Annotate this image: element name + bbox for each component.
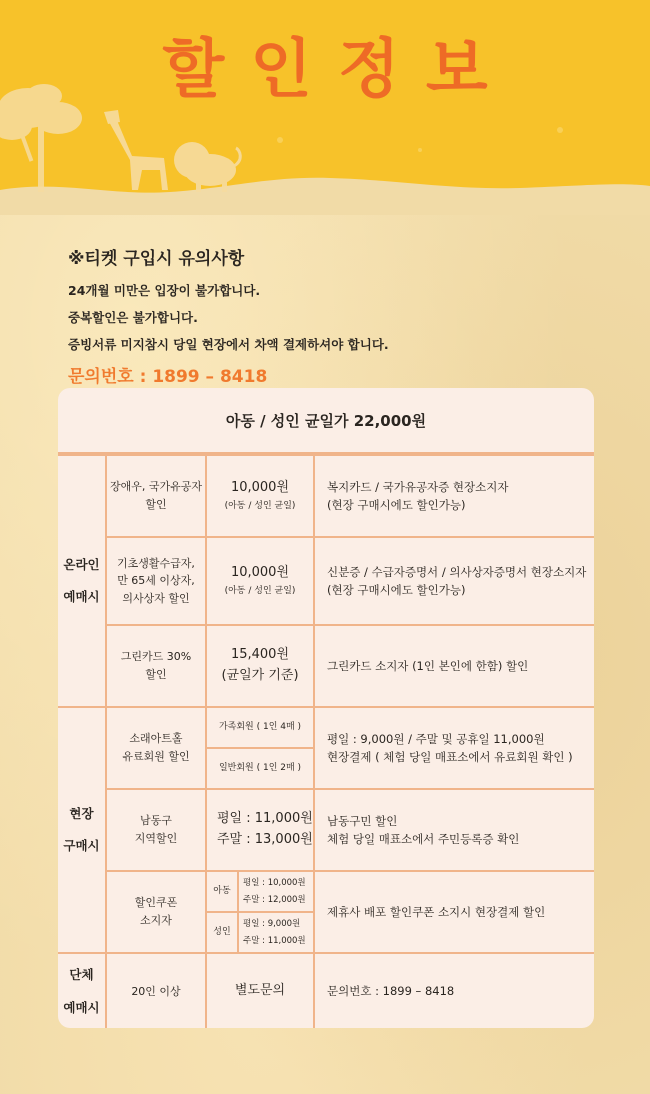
- table-row: [58, 871, 594, 912]
- type-label: 그린카드 30%: [120, 650, 192, 664]
- condition-text: 신분증 / 수급자증명서 / 의사상자증명서 현장소지자: [327, 564, 587, 579]
- type-label: 장애우, 국가유공자: [109, 480, 202, 494]
- discount-condition: 문의번호 : 1899 – 8418: [314, 953, 594, 1028]
- ticket-notice: [68, 244, 608, 387]
- category-label: 구매시: [63, 838, 100, 853]
- price-value: 10,000원: [230, 565, 290, 581]
- price-note: (균일가 기준): [221, 668, 299, 683]
- condition-text: 체험 당일 매표소에서 주민등록증 확인: [327, 832, 520, 846]
- price-value: 주말 : 11,000원: [243, 935, 306, 946]
- discount-condition: [314, 455, 594, 537]
- discount-condition: 제휴사 배포 할인쿠폰 소지시 현장결제 할인: [314, 871, 594, 953]
- age-label-child: 아동: [206, 871, 238, 912]
- discount-table-card: [58, 388, 594, 1028]
- inquiry-phone: 문의번호 : 1899 – 8418: [68, 367, 268, 387]
- type-label: 소지자: [140, 914, 172, 927]
- table-row: [58, 537, 594, 625]
- discount-type: 20인 이상: [106, 953, 206, 1028]
- category-label: 예매시: [63, 999, 100, 1015]
- condition-text: 현장결제 ( 체험 당일 매표소에서 유료회원 확인 ): [327, 750, 573, 764]
- discount-type: [106, 871, 206, 953]
- price-value: 15,400원: [230, 647, 290, 663]
- table-row: [58, 789, 594, 871]
- category-online: [58, 455, 106, 707]
- discount-price: [206, 537, 314, 625]
- member-type-family: 가족회원 ( 1인 4매 ): [206, 707, 314, 748]
- discount-price: [206, 455, 314, 537]
- table-row: [58, 455, 594, 537]
- category-label: 예매시: [63, 589, 100, 604]
- category-label: 온라인: [63, 556, 100, 572]
- page-title: 할인정보: [162, 33, 514, 107]
- discount-type: [106, 625, 206, 707]
- condition-text: 그린카드 소지자 (1인 본인에 한함) 할인: [327, 658, 529, 673]
- price-value: 주말 : 13,000원: [217, 832, 313, 847]
- price-value: 주말 : 12,000원: [243, 894, 306, 905]
- condition-text: (현장 구매시에도 할인가능): [327, 498, 466, 512]
- type-label: 의사상자 할인: [122, 591, 190, 605]
- header-banner: [0, 0, 650, 215]
- table-row: [58, 625, 594, 707]
- discount-condition: [314, 625, 594, 707]
- category-label: 현장: [69, 805, 94, 821]
- discount-price: [206, 789, 314, 871]
- discount-type: [106, 537, 206, 625]
- coupon-price-adult: [238, 912, 314, 953]
- coupon-price-child: [238, 871, 314, 912]
- notice-line: 중복할인은 불가합니다.: [68, 310, 198, 325]
- table-row: [58, 707, 594, 748]
- discount-price: [206, 625, 314, 707]
- type-label: 기초생활수급자,: [117, 556, 195, 570]
- type-label: 할인쿠폰: [134, 896, 178, 910]
- notice-heading: ※티켓 구입시 유의사항: [68, 249, 245, 269]
- discount-type: [106, 707, 206, 789]
- age-label-adult: 성인: [206, 912, 238, 953]
- category-group: [58, 953, 106, 1028]
- category-onsite: [58, 707, 106, 953]
- price-value: 평일 : 10,000원: [243, 878, 306, 889]
- type-label: 유료회원 할인: [122, 750, 190, 763]
- type-label: 할인: [145, 668, 167, 681]
- type-label: 소래아트홀: [129, 732, 183, 746]
- discount-table: [58, 454, 594, 1028]
- member-type-general: 일반회원 ( 1인 2매 ): [206, 748, 314, 789]
- condition-text: 평일 : 9,000원 / 주말 및 공휴일 11,000원: [327, 731, 545, 746]
- condition-text: (현장 구매시에도 할인가능): [327, 583, 466, 597]
- discount-condition: [314, 789, 594, 871]
- discount-price: 별도문의: [206, 953, 314, 1028]
- notice-line: 24개월 미만은 입장이 불가합니다.: [68, 283, 261, 298]
- discount-type: [106, 455, 206, 537]
- discount-type: [106, 789, 206, 871]
- condition-text: 남동구민 할인: [327, 813, 398, 828]
- category-label: 단체: [69, 967, 94, 982]
- discount-condition: [314, 537, 594, 625]
- type-label: 지역할인: [134, 832, 178, 845]
- base-price-header: 아동 / 성인 균일가 22,000원: [58, 388, 594, 454]
- condition-text: 복지카드 / 국가유공자증 현장소지자: [327, 479, 509, 494]
- price-note: (아동 / 성인 균일): [224, 501, 296, 512]
- table-row: [58, 953, 594, 1028]
- price-value: 평일 : 9,000원: [243, 919, 301, 930]
- notice-line: 증빙서류 미지참시 당일 현장에서 차액 결제하셔야 합니다.: [68, 337, 389, 352]
- price-value: 평일 : 11,000원: [217, 811, 313, 827]
- type-label: 할인: [145, 498, 167, 511]
- type-label: 남동구: [140, 814, 172, 828]
- discount-condition: [314, 707, 594, 789]
- price-note: (아동 / 성인 균일): [224, 586, 296, 597]
- price-value: 10,000원: [230, 480, 290, 496]
- type-label: 만 65세 이상자,: [117, 574, 195, 588]
